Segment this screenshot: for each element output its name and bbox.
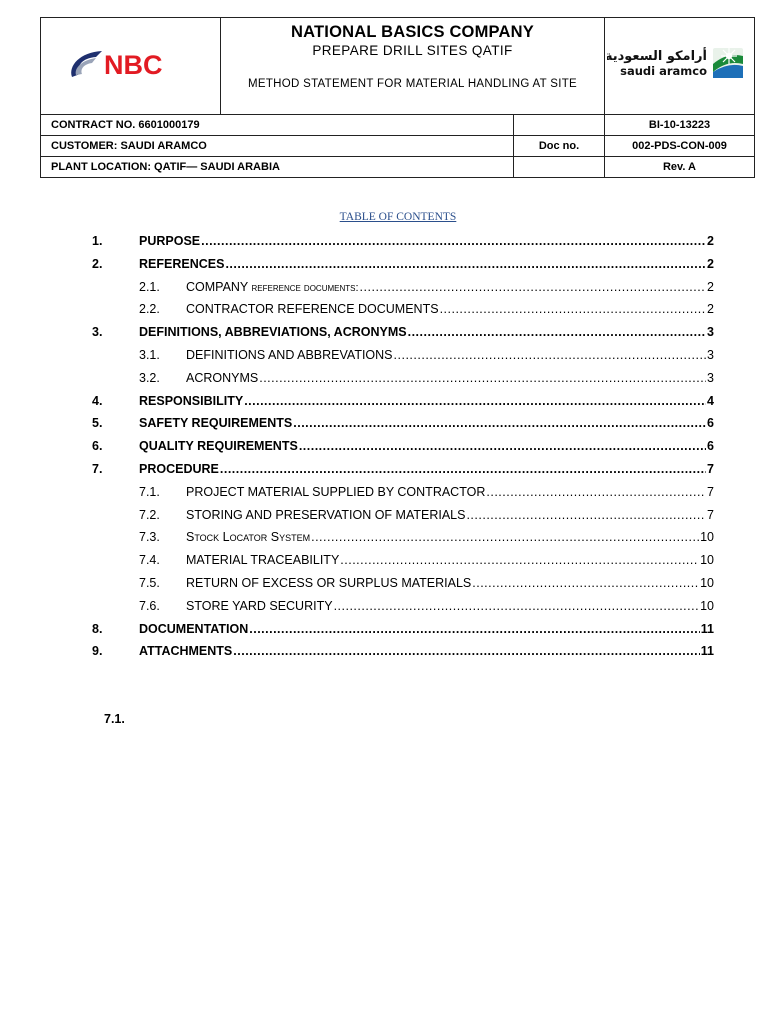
toc-entry-number: 1. — [92, 234, 103, 248]
toc-entry-label: ACRONYMS — [186, 370, 259, 385]
toc-entry-label: RETURN OF EXCESS OR SURPLUS MATERIALS — [186, 576, 472, 590]
toc-entry-label: ATTACHMENTS — [139, 644, 233, 659]
toc-leader-dots — [334, 599, 700, 613]
toc-entry-page: 7 — [707, 507, 714, 522]
toc-entry-number: 2.1. — [139, 279, 160, 294]
nbc-logo-text: NBC — [103, 49, 162, 80]
toc-leader-dots — [472, 576, 699, 590]
toc-entry-number: 4. — [92, 393, 103, 408]
toc-entry-number: 7.4. — [139, 553, 160, 568]
toc-leader-dots — [299, 439, 706, 453]
toc-entry[interactable] — [139, 302, 714, 318]
toc-leader-dots — [466, 508, 706, 522]
toc-entry-page: 11 — [700, 621, 714, 636]
toc-entry[interactable] — [139, 598, 714, 615]
toc-leader-dots — [486, 485, 706, 499]
toc-entry[interactable] — [139, 507, 714, 524]
toc-leader-dots — [340, 553, 699, 567]
toc-entry-number: 8. — [92, 621, 103, 636]
toc-entry[interactable] — [139, 530, 714, 546]
toc-entry-label: CONTRACTOR REFERENCE DOCUMENTS — [186, 302, 439, 317]
toc-entry-page: 10 — [700, 530, 714, 545]
toc-entry[interactable] — [92, 644, 714, 660]
document-header — [40, 17, 755, 178]
toc-entry[interactable] — [92, 621, 714, 638]
toc-entry-label: REFERENCES — [139, 256, 225, 271]
toc-entry[interactable] — [92, 462, 714, 478]
plant-location: PLANT LOCATION: QATIF— SAUDI ARABIA — [41, 157, 514, 178]
method-title: METHOD STATEMENT FOR MATERIAL HANDLING AT SITE — [247, 78, 578, 90]
toc-entry-page: 10 — [700, 553, 714, 568]
toc-entry-label: COMPANY reference documents: — [186, 279, 359, 294]
toc-entry-number: 7.1. — [139, 484, 160, 499]
toc-entry[interactable] — [92, 439, 714, 455]
doc-number: 002-PDS-CON-009 — [605, 136, 755, 157]
toc-leader-dots — [259, 371, 706, 385]
toc-entry[interactable] — [92, 416, 714, 432]
toc-leader-dots — [293, 416, 706, 430]
toc-leader-dots — [394, 348, 707, 362]
toc-entry-page: 2 — [707, 256, 714, 271]
toc-entry-page: 3 — [707, 370, 714, 385]
nbc-logo-cell — [41, 18, 221, 115]
toc-leader-dots — [201, 234, 706, 248]
toc-leader-dots — [244, 394, 706, 408]
toc-entry[interactable] — [92, 393, 714, 410]
toc-entry-number: 6. — [92, 439, 103, 454]
toc-leader-dots — [440, 302, 706, 316]
toc-entry[interactable] — [92, 234, 714, 250]
aramco-logo-cell — [605, 18, 755, 115]
toc-entry-number: 3.1. — [139, 348, 160, 362]
toc-entry-page: 6 — [707, 416, 714, 431]
toc-entry-label: DEFINITIONS AND ABBREVATIONS — [186, 348, 393, 362]
toc-entry[interactable] — [139, 279, 714, 296]
toc-entry[interactable] — [139, 370, 714, 387]
toc-entry[interactable] — [139, 576, 714, 592]
toc-leader-dots — [311, 530, 699, 544]
toc-entry-page: 2 — [707, 234, 714, 248]
toc-entry-page: 6 — [707, 439, 714, 454]
bi-number: BI-10-13223 — [605, 115, 755, 136]
toc-leader-dots — [233, 644, 700, 658]
toc-entry-label: MATERIAL TRACEABILITY — [186, 553, 340, 568]
toc-entry-page: 7 — [707, 462, 714, 476]
toc-entry-number: 7.5. — [139, 576, 160, 590]
toc-entry-number: 3.2. — [139, 370, 160, 385]
toc-entry-label: STORING AND PRESERVATION OF MATERIALS — [186, 507, 466, 522]
toc-leader-dots — [360, 280, 707, 294]
toc-entry-label: PURPOSE — [139, 234, 201, 248]
contract-number: CONTRACT NO. 6601000179 — [41, 115, 514, 136]
toc-entry[interactable] — [139, 553, 714, 569]
toc-entry-number: 7.2. — [139, 507, 160, 522]
toc-entry-page: 2 — [707, 302, 714, 317]
toc-title: TABLE OF CONTENTS — [339, 211, 457, 223]
toc-leader-dots — [408, 325, 706, 339]
title-cell — [221, 18, 605, 115]
toc-entry-number: 3. — [92, 325, 103, 340]
toc-entry-label: SAFETY REQUIREMENTS — [139, 416, 293, 431]
toc-entry-page: 3 — [707, 325, 714, 340]
toc-entry-number: 5. — [92, 416, 103, 431]
toc-entry-page: 4 — [707, 393, 714, 408]
toc-entry[interactable] — [139, 484, 714, 501]
revision: Rev. A — [605, 157, 755, 178]
toc-entry[interactable] — [92, 256, 714, 273]
toc-entry-label: PROCEDURE — [139, 462, 219, 476]
toc-entry-label: Stock Locator System — [186, 530, 311, 545]
toc-entry-label: STORE YARD SECURITY — [186, 598, 333, 613]
toc-entry[interactable] — [92, 325, 714, 341]
toc-entry-label: DEFINITIONS, ABBREVIATIONS, ACRONYMS — [139, 325, 407, 340]
aramco-logo-arabic: أرامكو السعودية — [606, 48, 707, 64]
toc-entry-page: 3 — [707, 348, 714, 362]
toc-entry-page: 11 — [700, 644, 714, 659]
toc-entry-page: 7 — [707, 484, 714, 499]
aramco-star-icon — [713, 48, 743, 78]
customer: CUSTOMER: SAUDI ARAMCO — [41, 136, 514, 157]
toc-entry-label: PROJECT MATERIAL SUPPLIED BY CONTRACTOR — [186, 484, 486, 499]
toc-entry-page: 2 — [707, 279, 714, 294]
project-name: PREPARE DRILL SITES QATIF — [312, 43, 513, 58]
toc-entry-number: 7.3. — [139, 530, 160, 545]
toc-leader-dots — [249, 622, 700, 636]
aramco-logo — [607, 42, 753, 86]
company-name: NATIONAL BASICS COMPANY — [291, 23, 534, 41]
doc-no-label: Doc no. — [514, 136, 605, 157]
toc-entry-page: 10 — [700, 576, 714, 590]
toc-entry-number: 7.6. — [139, 598, 160, 613]
toc-leader-dots — [225, 257, 706, 271]
toc-entry-label: DOCUMENTATION — [139, 621, 249, 636]
toc-entry-label: RESPONSIBILITY — [139, 393, 244, 408]
nbc-logo — [66, 44, 196, 84]
section-number: 7.1. — [104, 712, 125, 726]
aramco-logo-latin: saudi aramco — [619, 63, 707, 78]
toc-entry-number: 7. — [92, 462, 103, 476]
toc-entry-number: 2.2. — [139, 302, 160, 317]
toc-entry[interactable] — [139, 348, 714, 364]
toc-entry-number: 9. — [92, 644, 103, 659]
toc-entry-page: 10 — [700, 598, 714, 613]
toc-entry-label: QUALITY REQUIREMENTS — [139, 439, 298, 454]
blank-cell — [514, 115, 605, 136]
toc-leader-dots — [220, 462, 706, 476]
blank-cell-2 — [514, 157, 605, 178]
toc-entry-number: 2. — [92, 256, 103, 271]
